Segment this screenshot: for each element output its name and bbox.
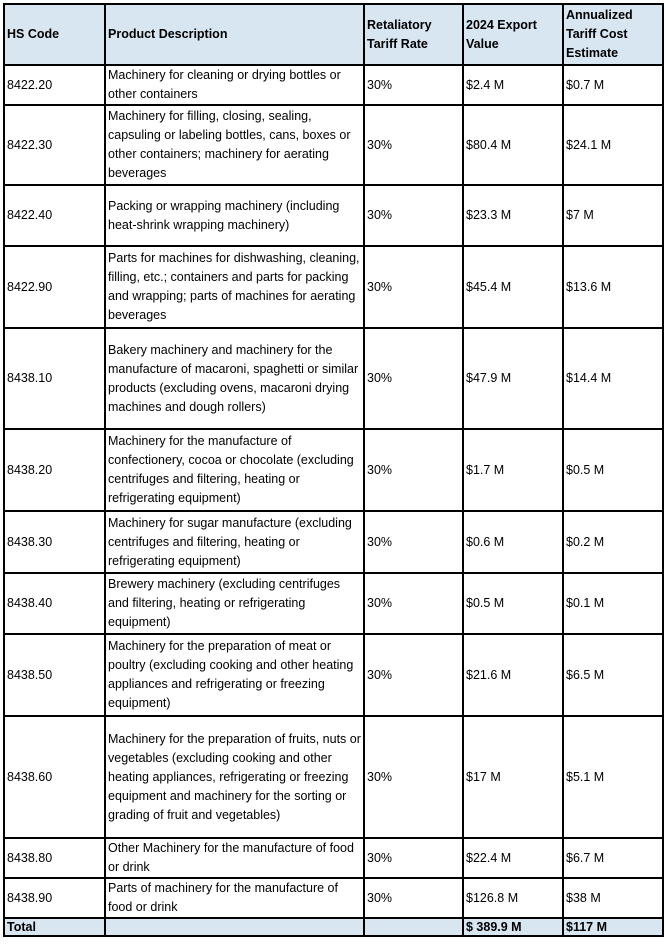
table-header bbox=[4, 4, 663, 65]
hs-code-cell: 8422.20 bbox=[4, 65, 105, 105]
tariff-cost-cell: $6.7 M bbox=[563, 838, 663, 878]
hs-code-cell: 8438.20 bbox=[4, 429, 105, 511]
export-value-cell: $23.3 M bbox=[463, 185, 563, 246]
table-row bbox=[4, 429, 663, 511]
hs-code-cell: 8438.60 bbox=[4, 716, 105, 838]
tariff-cost-cell: $5.1 M bbox=[563, 716, 663, 838]
hs-code-cell: 8438.10 bbox=[4, 328, 105, 429]
export-value-cell: $2.4 M bbox=[463, 65, 563, 105]
tariff-cost-cell: $14.4 M bbox=[563, 328, 663, 429]
description-cell: Machinery for filling, closing, sealing, capsuling or labeling bottles, cans, boxes or other containers; machinery for aerating beverages bbox=[105, 105, 364, 185]
header-export-value: 2024 Export Value bbox=[463, 4, 563, 65]
table-row bbox=[4, 185, 663, 246]
header-tariff-cost: Annualized Tariff Cost Estimate bbox=[563, 4, 663, 65]
hs-code-cell: 8438.80 bbox=[4, 838, 105, 878]
description-cell: Parts of machinery for the manufacture of food or drink bbox=[105, 878, 364, 918]
tariff-rate-cell: 30% bbox=[364, 185, 463, 246]
description-cell: Bakery machinery and machinery for the manufacture of macaroni, spaghetti or similar products (excluding ovens, macaroni drying machines and dough rollers) bbox=[105, 328, 364, 429]
table-row bbox=[4, 878, 663, 918]
tariff-cost-cell: $38 M bbox=[563, 878, 663, 918]
hs-code-cell: 8422.90 bbox=[4, 246, 105, 328]
total-export-value: $ 389.9 M bbox=[463, 918, 563, 936]
tariff-cost-cell: $24.1 M bbox=[563, 105, 663, 185]
description-cell: Machinery for the preparation of fruits, nuts or vegetables (excluding cooking and other heating appliances, refrigerating or freezing equipment and machinery for the sorting or grading of fruit and vegetables) bbox=[105, 716, 364, 838]
description-cell: Machinery for the manufacture of confectionery, cocoa or chocolate (excluding centrifuges and filtering, heating or refrigerating equipment) bbox=[105, 429, 364, 511]
tariff-rate-cell: 30% bbox=[364, 573, 463, 634]
total-rate-cell bbox=[364, 918, 463, 936]
hs-code-cell: 8422.40 bbox=[4, 185, 105, 246]
table-row bbox=[4, 65, 663, 105]
tariff-cost-cell: $0.1 M bbox=[563, 573, 663, 634]
tariff-rate-cell: 30% bbox=[364, 838, 463, 878]
header-hs-code: HS Code bbox=[4, 4, 105, 65]
table-row bbox=[4, 573, 663, 634]
export-value-cell: $80.4 M bbox=[463, 105, 563, 185]
description-cell: Brewery machinery (excluding centrifuges and filtering, heating or refrigerating equipment) bbox=[105, 573, 364, 634]
total-label: Total bbox=[4, 918, 105, 936]
description-cell: Parts for machines for dishwashing, cleaning, filling, etc.; containers and parts for packing and wrapping; parts of machines for aerating beverages bbox=[105, 246, 364, 328]
tariff-cost-cell: $7 M bbox=[563, 185, 663, 246]
export-value-cell: $17 M bbox=[463, 716, 563, 838]
tariff-rate-cell: 30% bbox=[364, 511, 463, 573]
hs-code-cell: 8438.40 bbox=[4, 573, 105, 634]
table-row bbox=[4, 246, 663, 328]
tariff-rate-cell: 30% bbox=[364, 246, 463, 328]
hs-code-cell: 8422.30 bbox=[4, 105, 105, 185]
tariff-cost-cell: $0.7 M bbox=[563, 65, 663, 105]
table-body bbox=[4, 65, 663, 918]
tariff-rate-cell: 30% bbox=[364, 716, 463, 838]
header-row bbox=[4, 4, 663, 65]
export-value-cell: $45.4 M bbox=[463, 246, 563, 328]
tariff-cost-cell: $6.5 M bbox=[563, 634, 663, 716]
header-product-description: Product Description bbox=[105, 4, 364, 65]
tariff-rate-cell: 30% bbox=[364, 65, 463, 105]
description-cell: Machinery for cleaning or drying bottles or other containers bbox=[105, 65, 364, 105]
export-value-cell: $21.6 M bbox=[463, 634, 563, 716]
tariff-rate-cell: 30% bbox=[364, 634, 463, 716]
description-cell: Machinery for the preparation of meat or poultry (excluding cooking and other heating appliances and refrigerating or freezing equipment) bbox=[105, 634, 364, 716]
table-row bbox=[4, 105, 663, 185]
tariff-rate-cell: 30% bbox=[364, 105, 463, 185]
tariff-rate-cell: 30% bbox=[364, 328, 463, 429]
export-value-cell: $0.5 M bbox=[463, 573, 563, 634]
table-footer bbox=[4, 918, 663, 936]
header-tariff-rate: Retaliatory Tariff Rate bbox=[364, 4, 463, 65]
description-cell: Machinery for sugar manufacture (excluding centrifuges and filtering, heating or refrigerating equipment) bbox=[105, 511, 364, 573]
tariff-cost-cell: $0.2 M bbox=[563, 511, 663, 573]
export-value-cell: $126.8 M bbox=[463, 878, 563, 918]
tariff-cost-cell: $13.6 M bbox=[563, 246, 663, 328]
tariff-cost-cell: $0.5 M bbox=[563, 429, 663, 511]
export-value-cell: $0.6 M bbox=[463, 511, 563, 573]
table-row bbox=[4, 634, 663, 716]
total-description-cell bbox=[105, 918, 364, 936]
tariff-table bbox=[3, 3, 664, 937]
export-value-cell: $22.4 M bbox=[463, 838, 563, 878]
table-row bbox=[4, 716, 663, 838]
hs-code-cell: 8438.90 bbox=[4, 878, 105, 918]
description-cell: Other Machinery for the manufacture of food or drink bbox=[105, 838, 364, 878]
export-value-cell: $47.9 M bbox=[463, 328, 563, 429]
total-row bbox=[4, 918, 663, 936]
tariff-rate-cell: 30% bbox=[364, 878, 463, 918]
tariff-rate-cell: 30% bbox=[364, 429, 463, 511]
total-tariff-cost: $117 M bbox=[563, 918, 663, 936]
table-row bbox=[4, 511, 663, 573]
export-value-cell: $1.7 M bbox=[463, 429, 563, 511]
table-row bbox=[4, 838, 663, 878]
description-cell: Packing or wrapping machinery (including heat-shrink wrapping machinery) bbox=[105, 185, 364, 246]
hs-code-cell: 8438.50 bbox=[4, 634, 105, 716]
hs-code-cell: 8438.30 bbox=[4, 511, 105, 573]
table-row bbox=[4, 328, 663, 429]
